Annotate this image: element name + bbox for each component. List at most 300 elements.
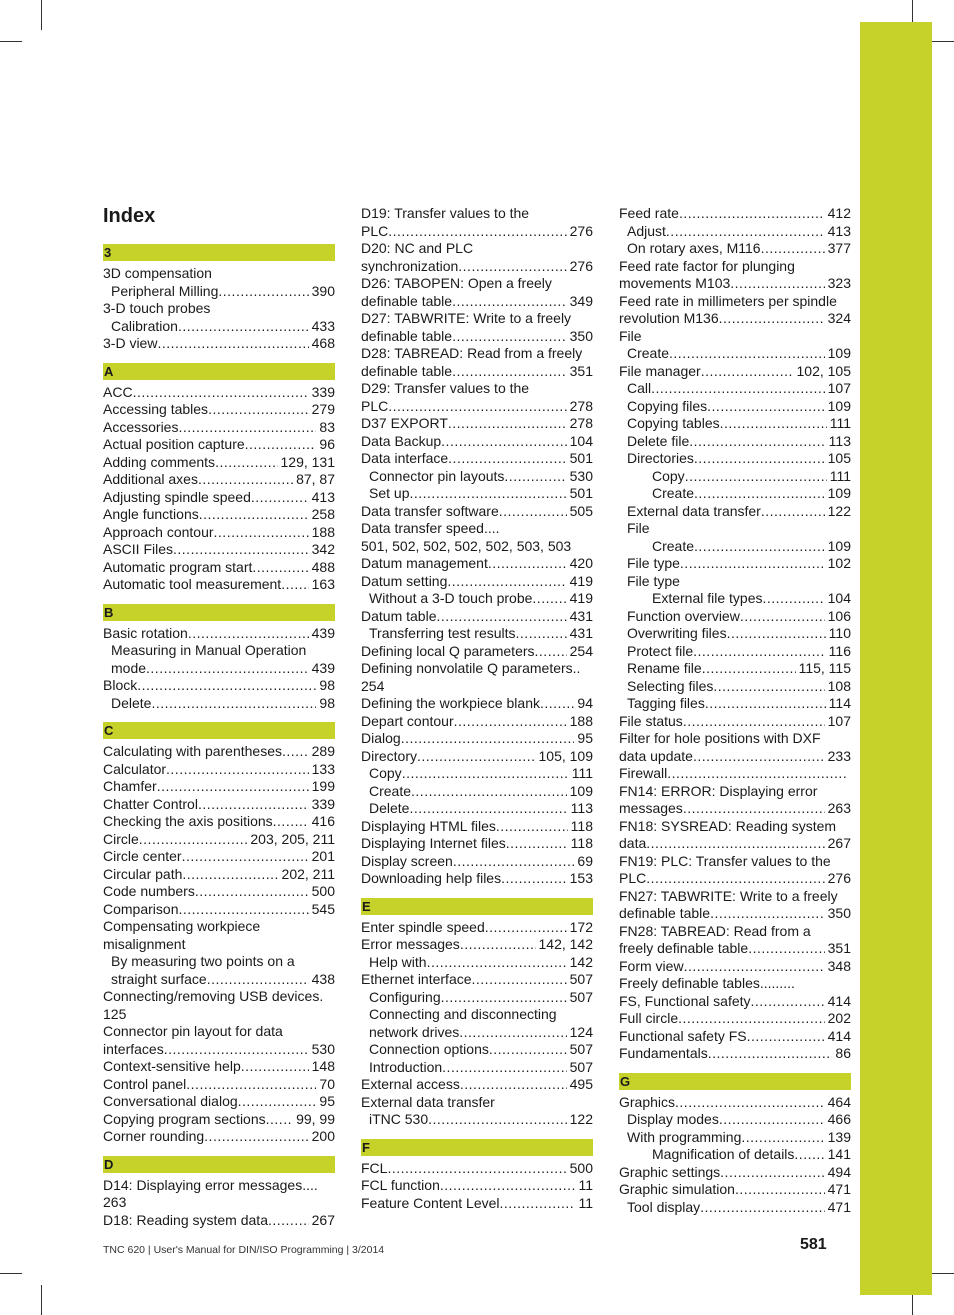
index-entry[interactable]	[619, 1111, 851, 1129]
index-entry[interactable]	[619, 555, 851, 573]
index-entry[interactable]	[103, 677, 335, 695]
page-reference[interactable]: 420	[569, 555, 593, 571]
index-entry[interactable]	[361, 971, 593, 989]
page-reference[interactable]: 148	[311, 1058, 335, 1074]
index-entry[interactable]	[361, 433, 593, 451]
page-reference[interactable]: 289	[311, 743, 335, 759]
page-reference[interactable]: 276	[827, 870, 851, 886]
dot-leader	[173, 541, 309, 559]
index-entry[interactable]	[361, 258, 593, 276]
index-entry[interactable]	[361, 800, 593, 818]
page-reference[interactable]: 116	[828, 642, 851, 659]
index-entry[interactable]	[619, 1010, 851, 1028]
page-reference[interactable]: 233	[827, 747, 851, 764]
index-entry[interactable]	[103, 831, 335, 849]
index-term: Protect file	[627, 642, 694, 659]
page-reference[interactable]: 111	[829, 415, 851, 431]
page-reference[interactable]: 70	[319, 1075, 335, 1092]
page-reference[interactable]: 124	[569, 1023, 593, 1040]
page-reference[interactable]: 500	[569, 1159, 593, 1176]
index-entry[interactable]	[619, 1199, 851, 1217]
dot-leader	[428, 1111, 567, 1129]
index-term: Graphic simulation	[619, 1181, 735, 1197]
dot-leader	[719, 1111, 825, 1129]
page-reference[interactable]: 107	[827, 380, 851, 396]
page-reference[interactable]: 142	[569, 953, 593, 970]
page-reference[interactable]: 105	[827, 450, 851, 466]
index-entry[interactable]	[103, 695, 335, 713]
dot-leader	[214, 524, 309, 542]
index-entry[interactable]	[361, 989, 593, 1007]
page-reference[interactable]: 113	[828, 432, 851, 449]
page-reference[interactable]: 507	[569, 1058, 593, 1075]
page-reference[interactable]: 279	[311, 401, 335, 417]
index-entry[interactable]	[103, 660, 335, 678]
index-term: Checking the axis positions	[103, 813, 273, 829]
page-reference[interactable]: 11	[578, 1177, 593, 1193]
index-entry[interactable]	[361, 936, 593, 954]
page-reference[interactable]: 438	[311, 970, 335, 987]
index-entry[interactable]	[619, 415, 851, 433]
index-entry[interactable]	[361, 363, 593, 381]
page-reference[interactable]: 107	[827, 712, 851, 729]
index-entry[interactable]	[619, 205, 851, 223]
index-entry[interactable]	[619, 940, 851, 958]
index-entry[interactable]	[619, 748, 851, 766]
page-reference[interactable]: 115, 115	[798, 660, 851, 676]
page-reference[interactable]: 118	[570, 817, 593, 834]
index-entry[interactable]	[361, 818, 593, 836]
page-reference[interactable]: 267	[311, 1211, 335, 1228]
page-reference[interactable]: 163	[311, 576, 335, 592]
index-entry[interactable]	[619, 835, 851, 853]
page-reference[interactable]: 348	[827, 957, 851, 974]
index-entry[interactable]	[103, 436, 335, 454]
page-reference[interactable]: 203, 205, 211	[250, 830, 335, 847]
page-reference[interactable]: 87, 87	[296, 471, 335, 487]
page-reference[interactable]: 106	[827, 607, 851, 624]
index-term: Code numbers	[103, 883, 195, 899]
index-entry[interactable]	[619, 590, 851, 608]
index-entry[interactable]	[619, 678, 851, 696]
index-entry[interactable]	[619, 538, 851, 556]
page-reference[interactable]: 500	[311, 883, 335, 899]
page-reference[interactable]: 188	[569, 712, 593, 729]
index-entry[interactable]	[103, 506, 335, 524]
page-reference[interactable]: 111	[829, 467, 851, 484]
page-reference[interactable]: 95	[319, 1093, 335, 1109]
index-entry[interactable]	[103, 454, 335, 472]
page-reference[interactable]: 104	[827, 590, 851, 606]
page-reference[interactable]: 507	[569, 971, 593, 987]
index-entry[interactable]	[103, 901, 335, 919]
index-entry[interactable]	[619, 433, 851, 451]
page-reference[interactable]: 102	[827, 555, 851, 571]
index-entry[interactable]	[619, 310, 851, 328]
page-reference[interactable]: 351	[827, 940, 851, 956]
index-entry[interactable]	[103, 883, 335, 901]
page-reference[interactable]: 153	[569, 870, 593, 886]
page-reference[interactable]: 507	[569, 988, 593, 1005]
index-entry[interactable]	[619, 1045, 851, 1063]
index-entry[interactable]	[619, 643, 851, 661]
index-entry[interactable]	[619, 468, 851, 486]
index-entry[interactable]	[619, 485, 851, 503]
index-term: Conversational dialog	[103, 1093, 238, 1109]
page-reference[interactable]: 96	[319, 436, 335, 452]
index-entry[interactable]	[361, 468, 593, 486]
dot-leader	[199, 506, 309, 524]
index-entry[interactable]	[361, 954, 593, 972]
page-reference[interactable]: 113	[570, 800, 593, 816]
index-entry[interactable]	[619, 1181, 851, 1199]
page-reference[interactable]: 545	[311, 900, 335, 917]
page-reference[interactable]: 104	[569, 432, 593, 449]
page-reference[interactable]: 494	[827, 1163, 851, 1180]
index-entry[interactable]	[619, 870, 851, 888]
index-entry[interactable]	[103, 866, 335, 884]
page-reference[interactable]: 110	[828, 625, 851, 641]
dot-leader	[694, 538, 825, 556]
index-entry[interactable]	[361, 1111, 593, 1129]
index-entry[interactable]	[361, 1059, 593, 1077]
index-entry[interactable]	[103, 1212, 335, 1230]
page-reference[interactable]: 413	[311, 488, 335, 505]
page-reference[interactable]: 109	[827, 537, 851, 554]
index-entry[interactable]	[103, 761, 335, 779]
index-term: Accessories	[103, 418, 179, 435]
index-entry[interactable]	[619, 695, 851, 713]
dot-leader	[245, 436, 317, 454]
index-entry[interactable]	[103, 335, 335, 353]
index-entry[interactable]	[619, 1028, 851, 1046]
index-entry[interactable]	[361, 765, 593, 783]
page-reference[interactable]: 324	[827, 310, 851, 326]
index-entry[interactable]	[619, 363, 851, 381]
index-term: Graphics	[619, 1093, 676, 1110]
index-entry-text: Defining nonvolatile Q parameters..	[361, 660, 581, 676]
page-reference[interactable]: 412	[827, 205, 851, 221]
index-entry[interactable]	[619, 503, 851, 521]
page-reference[interactable]: 377	[827, 240, 851, 256]
page-reference[interactable]: 439	[311, 624, 335, 641]
page-reference[interactable]: 202	[827, 1010, 851, 1026]
page-reference[interactable]: 507	[569, 1041, 593, 1057]
index-entry[interactable]	[103, 778, 335, 796]
index-term: Tool display	[627, 1198, 701, 1215]
dot-leader	[685, 468, 827, 486]
page-reference[interactable]: 501	[569, 450, 593, 466]
page-reference[interactable]: 86	[835, 1045, 851, 1061]
index-entry[interactable]	[619, 1146, 851, 1164]
index-entry[interactable]	[361, 555, 593, 573]
crop-mark	[41, 0, 42, 30]
dot-leader	[281, 576, 308, 594]
page-reference[interactable]: 172	[569, 918, 593, 935]
index-entry[interactable]	[103, 1093, 335, 1111]
index-entry[interactable]	[103, 971, 335, 989]
page-reference[interactable]: 109	[569, 782, 593, 799]
index-entry[interactable]	[103, 419, 335, 437]
index-entry[interactable]	[103, 625, 335, 643]
index-term: Feed rate	[619, 205, 679, 221]
page-reference[interactable]: 267	[827, 835, 851, 851]
dot-leader	[454, 713, 567, 731]
page-reference[interactable]: 323	[827, 275, 851, 291]
page-reference[interactable]: 419	[569, 572, 593, 589]
dot-leader	[693, 643, 826, 661]
page-reference[interactable]: 95	[577, 730, 593, 746]
index-entry[interactable]	[361, 748, 593, 766]
page-reference[interactable]: 141	[827, 1146, 851, 1162]
page-reference[interactable]: 488	[311, 558, 335, 575]
page-reference[interactable]: 416	[311, 813, 335, 829]
page-reference[interactable]: 466	[827, 1111, 851, 1127]
index-entry[interactable]	[619, 345, 851, 363]
dot-leader	[700, 1199, 824, 1217]
index-entry[interactable]	[361, 1076, 593, 1094]
page-reference[interactable]: 109	[827, 345, 851, 361]
index-entry[interactable]	[361, 730, 593, 748]
index-entry[interactable]	[361, 415, 593, 433]
page-reference[interactable]: 278	[569, 415, 593, 431]
page-reference[interactable]: 431	[569, 625, 593, 641]
page-reference[interactable]: 276	[569, 222, 593, 239]
index-entry[interactable]	[361, 608, 593, 626]
index-entry[interactable]	[361, 1160, 593, 1178]
page-reference[interactable]: 200	[311, 1128, 335, 1144]
page-reference[interactable]: 276	[569, 257, 593, 274]
page-reference[interactable]: 505	[569, 502, 593, 519]
index-term: File status	[619, 712, 683, 729]
index-entry[interactable]	[361, 450, 593, 468]
page-reference[interactable]: 188	[311, 523, 335, 540]
index-entry[interactable]	[103, 1076, 335, 1094]
page-reference[interactable]: 351	[569, 362, 593, 379]
index-term: Firewall	[619, 765, 668, 781]
page-reference[interactable]: 109	[827, 397, 851, 414]
page-reference[interactable]: 133	[311, 760, 335, 777]
index-entry[interactable]	[361, 643, 593, 661]
index-entry[interactable]	[361, 328, 593, 346]
index-entry[interactable]	[619, 765, 851, 783]
page-reference[interactable]: 122	[827, 502, 851, 519]
index-entry[interactable]	[361, 1195, 593, 1213]
dot-leader	[675, 1094, 825, 1112]
index-entry[interactable]	[361, 573, 593, 591]
index-entry[interactable]	[619, 1129, 851, 1147]
index-entry[interactable]	[361, 398, 593, 416]
index-entry[interactable]	[361, 783, 593, 801]
page-reference[interactable]: 94	[577, 695, 593, 711]
index-term: Data transfer software	[361, 502, 499, 519]
page-reference[interactable]: 530	[311, 1040, 335, 1057]
index-entry[interactable]	[361, 853, 593, 871]
page-reference[interactable]: 199	[311, 778, 335, 794]
index-entry[interactable]	[361, 625, 593, 643]
index-entry[interactable]	[361, 485, 593, 503]
index-entry[interactable]	[619, 958, 851, 976]
page-reference[interactable]: 495	[569, 1076, 593, 1092]
index-entry[interactable]	[619, 1164, 851, 1182]
index-entry[interactable]	[361, 1041, 593, 1059]
index-entry[interactable]	[361, 695, 593, 713]
page-reference[interactable]: 98	[319, 694, 335, 711]
page-reference[interactable]: 339	[311, 795, 335, 812]
page-reference[interactable]: 139	[827, 1128, 851, 1145]
index-entry[interactable]	[103, 559, 335, 577]
page-reference[interactable]: 129, 131	[280, 453, 335, 470]
index-entry[interactable]	[361, 713, 593, 731]
dot-leader	[157, 778, 309, 796]
index-term: Fundamentals	[619, 1045, 708, 1061]
index-term: Configuring	[369, 988, 441, 1005]
page-reference[interactable]: 530	[569, 467, 593, 484]
page-reference[interactable]: 278	[569, 397, 593, 414]
page-reference[interactable]: 98	[319, 677, 335, 693]
page-reference[interactable]: 111	[571, 765, 593, 781]
index-entry[interactable]	[103, 848, 335, 866]
page-reference[interactable]: 11	[578, 1194, 593, 1211]
index-entry[interactable]	[619, 398, 851, 416]
index-entry[interactable]	[103, 541, 335, 559]
page-reference[interactable]: 501	[569, 485, 593, 501]
index-entry[interactable]	[103, 283, 335, 301]
index-term: Delete	[369, 800, 410, 816]
index-entry-text: External data transfer	[361, 1093, 495, 1110]
index-entry[interactable]	[103, 1041, 335, 1059]
index-term: Calibration	[111, 317, 178, 334]
index-entry[interactable]	[361, 1177, 593, 1195]
index-entry[interactable]	[619, 608, 851, 626]
index-entry[interactable]	[103, 576, 335, 594]
page-reference[interactable]: 471	[827, 1181, 851, 1197]
index-entry[interactable]	[361, 503, 593, 521]
crop-mark	[932, 1273, 954, 1274]
index-entry[interactable]	[619, 380, 851, 398]
index-term: straight surface	[111, 970, 207, 987]
index-entry[interactable]	[103, 813, 335, 831]
index-entry[interactable]	[361, 870, 593, 888]
index-entry[interactable]	[619, 713, 851, 731]
page-reference[interactable]: 114	[828, 695, 851, 711]
index-entry[interactable]	[103, 318, 335, 336]
page-reference[interactable]: 263	[827, 800, 851, 816]
index-entry[interactable]	[103, 401, 335, 419]
page-reference[interactable]: 108	[827, 677, 851, 694]
index-entry[interactable]	[361, 919, 593, 937]
page-reference[interactable]: 258	[311, 506, 335, 522]
page-reference[interactable]: 202, 211	[281, 865, 335, 882]
index-entry[interactable]	[619, 993, 851, 1011]
index-entry[interactable]	[103, 1058, 335, 1076]
dot-leader	[651, 380, 825, 398]
index-entry[interactable]	[361, 835, 593, 853]
page-reference[interactable]: 439	[311, 659, 335, 676]
index-entry[interactable]	[619, 223, 851, 241]
index-term: synchronization	[361, 257, 459, 274]
page-reference[interactable]: 431	[569, 607, 593, 624]
index-entry[interactable]	[103, 1111, 335, 1129]
page-reference[interactable]: 69	[577, 852, 593, 869]
index-entry[interactable]	[619, 660, 851, 678]
page-reference[interactable]: 464	[827, 1093, 851, 1110]
index-term: definable table	[361, 292, 453, 309]
index-entry[interactable]	[619, 625, 851, 643]
page-reference[interactable]: 419	[569, 590, 593, 606]
page-reference[interactable]: 122	[569, 1111, 593, 1127]
dot-leader	[182, 866, 278, 884]
page-reference[interactable]: 339	[311, 383, 335, 400]
page-reference[interactable]: 468	[311, 335, 335, 351]
index-entry[interactable]	[361, 293, 593, 311]
index-entry[interactable]	[361, 223, 593, 241]
index-entry[interactable]	[619, 450, 851, 468]
page-reference[interactable]: 349	[569, 292, 593, 309]
index-term: PLC	[619, 870, 647, 886]
index-entry[interactable]	[103, 796, 335, 814]
index-entry-text: D29: Transfer values to the	[361, 380, 530, 396]
dot-leader	[735, 1181, 825, 1199]
index-entry[interactable]	[103, 489, 335, 507]
index-entry[interactable]	[361, 590, 593, 608]
page-reference[interactable]: 142, 142	[538, 936, 593, 952]
dot-leader	[268, 1212, 309, 1230]
index-entry-text: 125	[103, 1005, 127, 1022]
index-entry[interactable]	[619, 1094, 851, 1112]
page-reference[interactable]: 471	[827, 1198, 851, 1215]
index-entry[interactable]	[619, 240, 851, 258]
index-entry[interactable]	[103, 471, 335, 489]
dot-leader	[133, 384, 309, 402]
page-reference[interactable]: 390	[311, 282, 335, 299]
index-entry[interactable]	[619, 800, 851, 818]
dot-leader	[198, 796, 309, 814]
index-term: Automatic program start	[103, 558, 253, 575]
page-reference[interactable]: 413	[827, 222, 851, 239]
page-reference[interactable]: 83	[319, 418, 335, 435]
index-entry[interactable]	[619, 905, 851, 923]
index-entry[interactable]	[619, 275, 851, 293]
dot-leader	[182, 848, 309, 866]
page-reference[interactable]: 118	[570, 835, 593, 851]
index-column-1	[103, 244, 335, 1229]
page-reference[interactable]: 102, 105	[796, 362, 851, 379]
page-reference[interactable]: 109	[827, 485, 851, 501]
page-reference[interactable]: 201	[311, 848, 335, 864]
index-term: network drives	[369, 1023, 460, 1040]
page-reference[interactable]: 254	[569, 642, 593, 659]
dot-leader	[666, 223, 825, 241]
index-entry-text: Compensating workpiece	[103, 918, 261, 934]
index-entry[interactable]	[103, 1128, 335, 1146]
page-reference[interactable]: 414	[827, 992, 851, 1009]
page-reference[interactable]: 342	[311, 541, 335, 557]
index-entry[interactable]	[103, 524, 335, 542]
dot-leader	[730, 275, 824, 293]
page-reference[interactable]: 433	[311, 317, 335, 334]
index-entry[interactable]	[103, 743, 335, 761]
dot-leader	[195, 883, 309, 901]
index-entry[interactable]	[361, 1024, 593, 1042]
page-reference[interactable]: 99, 99	[296, 1110, 335, 1127]
dot-leader	[448, 450, 566, 468]
page-reference[interactable]: 414	[827, 1027, 851, 1044]
index-entry[interactable]	[103, 384, 335, 402]
page-reference[interactable]: 350	[827, 905, 851, 921]
page-reference[interactable]: 350	[569, 327, 593, 344]
page-reference[interactable]: 105, 109	[538, 747, 593, 764]
